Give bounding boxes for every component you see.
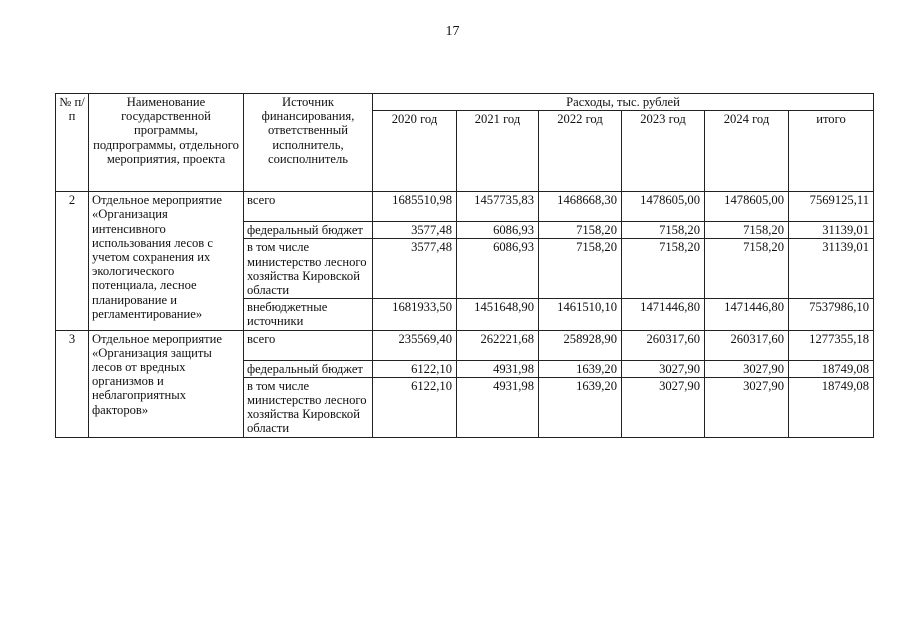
value-cell: 6086,93 <box>457 239 539 299</box>
value-cell: 1478605,00 <box>705 192 789 222</box>
value-cell: 7158,20 <box>705 222 789 239</box>
program-name: Отдельное мероприятие «Организация защиты лесов от вредных организмов и неблагоприятных факторов» <box>89 330 244 437</box>
value-cell: 1457735,83 <box>457 192 539 222</box>
value-cell: 260317,60 <box>622 330 705 360</box>
value-cell: 3027,90 <box>622 360 705 377</box>
value-cell: 4931,98 <box>457 377 539 437</box>
value-cell: 31139,01 <box>789 222 874 239</box>
value-cell: 6086,93 <box>457 222 539 239</box>
funding-source: в том числе министерство лесного хозяйства Кировской области <box>244 239 373 299</box>
value-cell: 1277355,18 <box>789 330 874 360</box>
page-number: 17 <box>445 24 460 39</box>
header-year-2024: 2024 год <box>705 111 789 192</box>
value-cell: 1471446,80 <box>705 299 789 330</box>
funding-source: всего <box>244 330 373 360</box>
header-year-2023: 2023 год <box>622 111 705 192</box>
value-cell: 7158,20 <box>539 239 622 299</box>
value-cell: 1468668,30 <box>539 192 622 222</box>
value-cell: 258928,90 <box>539 330 622 360</box>
value-cell: 1681933,50 <box>373 299 457 330</box>
value-cell: 7158,20 <box>539 222 622 239</box>
value-cell: 3027,90 <box>705 360 789 377</box>
funding-source: всего <box>244 192 373 222</box>
value-cell: 3027,90 <box>622 377 705 437</box>
value-cell: 7158,20 <box>622 222 705 239</box>
value-cell: 18749,08 <box>789 360 874 377</box>
table-row <box>56 330 874 360</box>
value-cell: 1451648,90 <box>457 299 539 330</box>
header-expenses: Расходы, тыс. рублей <box>373 94 874 111</box>
value-cell: 1639,20 <box>539 377 622 437</box>
expenses-table <box>55 93 874 438</box>
value-cell: 6122,10 <box>373 377 457 437</box>
header-year-2021: 2021 год <box>457 111 539 192</box>
header-row <box>56 94 874 111</box>
header-no: № п/п <box>56 94 89 192</box>
header-source: Источник финансирования, ответственный исполнитель, соисполнитель <box>244 94 373 192</box>
value-cell: 1478605,00 <box>622 192 705 222</box>
program-name: Отдельное мероприятие «Организация интенсивного использования лесов с учетом сохранения их экологического потенциала, лесное планирование и регламентирование» <box>89 192 244 330</box>
value-cell: 4931,98 <box>457 360 539 377</box>
value-cell: 1685510,98 <box>373 192 457 222</box>
header-name: Наименование государственной программы, подпрограммы, отдельного мероприятия, проекта <box>89 94 244 192</box>
value-cell: 3027,90 <box>705 377 789 437</box>
value-cell: 260317,60 <box>705 330 789 360</box>
value-cell: 7569125,11 <box>789 192 874 222</box>
value-cell: 1471446,80 <box>622 299 705 330</box>
value-cell: 7158,20 <box>622 239 705 299</box>
header-total: итого <box>789 111 874 192</box>
value-cell: 18749,08 <box>789 377 874 437</box>
value-cell: 3577,48 <box>373 222 457 239</box>
funding-source: в том числе министерство лесного хозяйства Кировской области <box>244 377 373 437</box>
value-cell: 1639,20 <box>539 360 622 377</box>
row-number: 3 <box>56 330 89 437</box>
value-cell: 7537986,10 <box>789 299 874 330</box>
table-row <box>56 192 874 222</box>
value-cell: 235569,40 <box>373 330 457 360</box>
value-cell: 1461510,10 <box>539 299 622 330</box>
value-cell: 6122,10 <box>373 360 457 377</box>
funding-source: федеральный бюджет <box>244 222 373 239</box>
value-cell: 262221,68 <box>457 330 539 360</box>
row-number: 2 <box>56 192 89 330</box>
value-cell: 7158,20 <box>705 239 789 299</box>
header-year-2020: 2020 год <box>373 111 457 192</box>
funding-source: внебюджетные источники <box>244 299 373 330</box>
value-cell: 3577,48 <box>373 239 457 299</box>
header-year-2022: 2022 год <box>539 111 622 192</box>
value-cell: 31139,01 <box>789 239 874 299</box>
funding-source: федеральный бюджет <box>244 360 373 377</box>
